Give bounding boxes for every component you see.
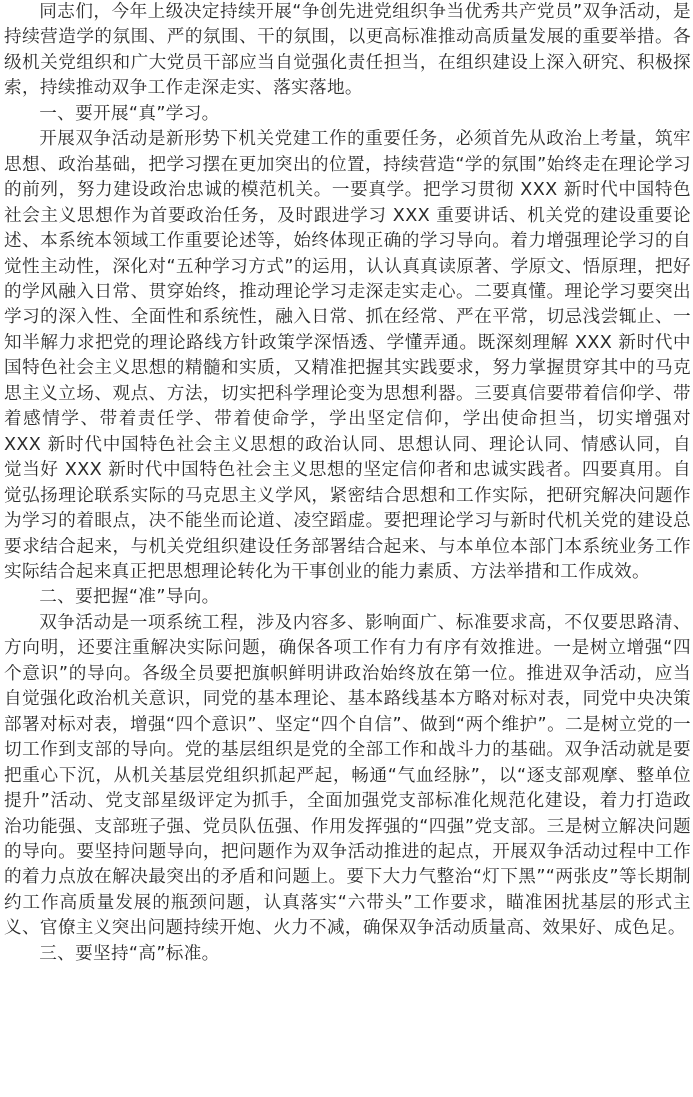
section-heading-1: 一、要开展“真”学习。 [39, 103, 220, 124]
section-heading-2: 二、要把握“准”导向。 [39, 587, 220, 608]
document-body [4, 0, 691, 967]
paragraph-intro: 同志们，今年上级决定持续开展“争创先进党组织争当优秀共产党员”双争活动，是持续营造学的氛围、严的氛围、干的氛围，以更高标准推动高质量发展的重要举措。各级机关党组织和广大党员干部应当自觉强化责任担当，在组织建设上深入研究、积极探索，持续推动双争工作走深走实、落实落地。 [4, 2, 691, 99]
paragraph-orientation: 双争活动是一项系统工程，涉及内容多、影响面广、标准要求高，不仅要思路清、方向明，还要注重解决实际问题，确保各项工作有力有序有效推进。一是树立增强“四个意识”的导向。各级全员要把旗帜鲜明讲政治始终放在第一位。推进双争活动，应当自觉强化政治机关意识，同党的基本理论、基本路线基本方略对标对表，同党中央决策部署对标对表，增强“四个意识”、坚定“四个自信”、做到“两个维护”。二是树立党的一切工作到支部的导向。党的基层组织是党的全部工作和战斗力的基础。双争活动就是要把重心下沉，从机关基层党组织抓起严起，畅通“气血经脉”，以“逐支部观摩、整单位提升”活动、党支部星级评定为抓手，全面加强党支部标准化规范化建设，着力打造政治功能强、支部班子强、党员队伍强、作用发挥强的“四强”党支部。三是树立解决问题的导向。要坚持问题导向，把问题作为双争活动推进的起点，开展双争活动过程中工作的着力点放在解决最突出的矛盾和问题上。要下大力气整治“灯下黑”“两张皮”等长期制约工作高质量发展的瓶颈问题，认真落实“六带头”工作要求，瞄准困扰基层的形式主义、官僚主义突出问题持续开炮、火力不减，确保双争活动质量高、效果好、成色足。 [4, 612, 691, 939]
section-heading-3: 三、要坚持“高”标准。 [39, 943, 220, 964]
paragraph-study: 开展双争活动是新形势下机关党建工作的重要任务，必须首先从政治上考量，筑牢思想、政治基础，把学习摆在更加突出的位置，持续营造“学的氛围”始终走在理论学习的前列，努力建设政治忠诚的模范机关。一要真学。把学习贯彻 XXX 新时代中国特色社会主义思想作为首要政治任务，及时跟进学习 XXX 重要讲话、机关党的建设重要论述、本系统本领域工作重要论述等，始终体现正确的学习导向。着力增强理论学习的自觉性主动性，深化对“五种学习方式”的运用，认认真真读原著、学原文、悟原理，把好的学风融入日常、贯穿始终，推动理论学习走深走实走心。二要真懂。理论学习要突出学习的深入性、全面性和系统性，融入日常、抓在经常、严在平常，切忌浅尝辄止、一知半解力求把党的理论路线方针政策学深悟透、学懂弄通。既深刻理解 XXX 新时代中国特色社会主义思想的精髓和实质，又精准把握其实践要求，努力掌握贯穿其中的马克思主义立场、观点、方法，切实把科学理论变为思想利器。三要真信要带着信仰学、带着感情学、带着责任学、带着使命学，学出坚定信仰，学出使命担当，切实增强对 XXX 新时代中国特色社会主义思想的政治认同、思想认同、理论认同、情感认同，自觉当好 XXX 新时代中国特色社会主义思想的坚定信仰者和忠诚实践者。四要真用。自觉弘扬理论联系实际的马克思主义学风，紧密结合思想和工作实际，把研究解决问题作为学习的着眼点，决不能坐而论道、凌空蹈虚。要把理论学习与新时代机关党的建设总要求结合起来，与机关党组织建设任务部署结合起来、与本单位本部门本系统业务工作实际结合起来真正把思想理论转化为干事创业的能力素质、方法举措和工作成效。 [4, 129, 691, 582]
